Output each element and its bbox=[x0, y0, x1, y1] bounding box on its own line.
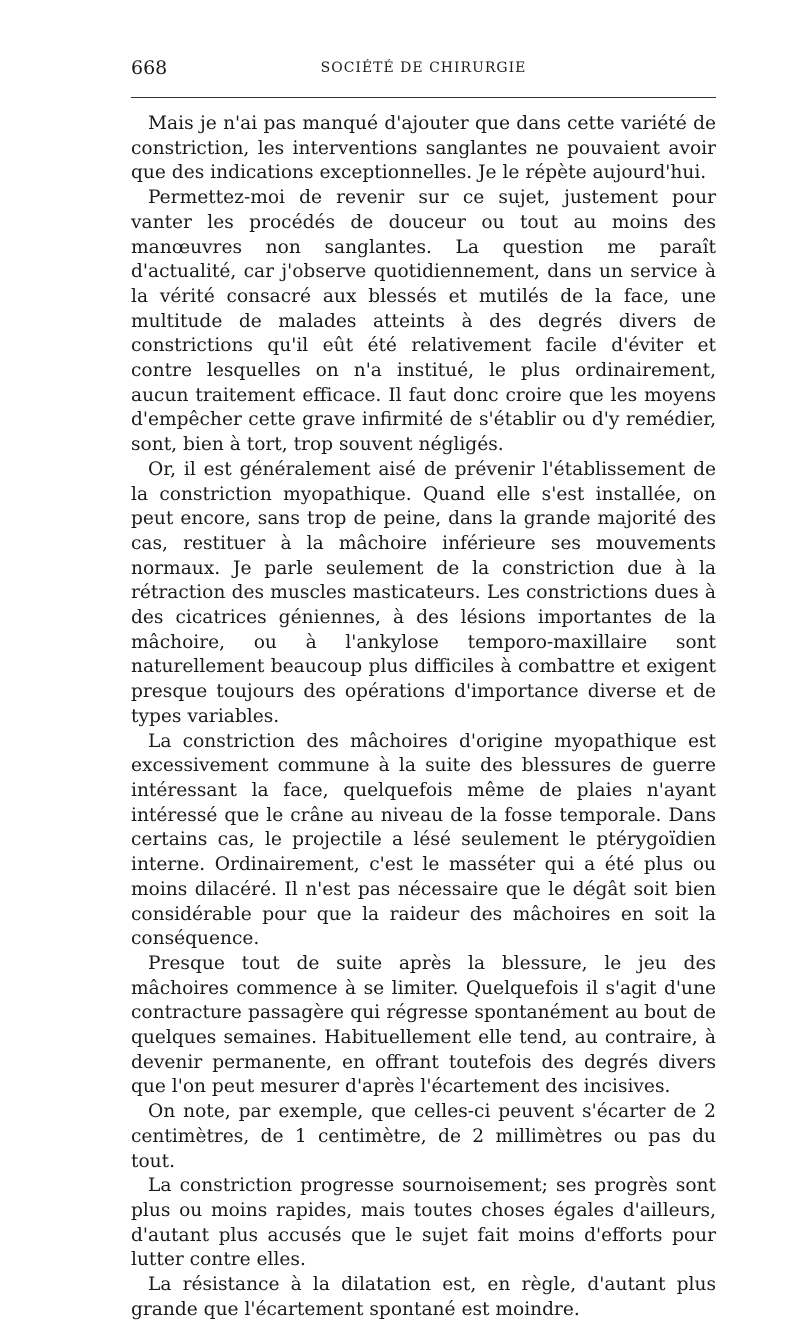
page-header bbox=[131, 57, 716, 87]
running-title: SOCIÉTÉ DE CHIRURGIE bbox=[320, 60, 527, 76]
paragraph: Mais je n'ai pas manqué d'ajouter que dans cette variété de constriction, les interventions sanglantes ne pouvaient avoir que des indications exceptionnelles. Je le répète aujourd'hui. bbox=[131, 113, 716, 184]
paragraph: Presque tout de suite après la blessure, le jeu des mâchoires commence à se limiter. Quelquefois il s'agit d'une contracture passagère qui régresse spontanément au bout de quelques semaines. Habituellement elle tend, au contraire, à devenir permanente, en offrant toutefois des degrés divers que l'on peut mesurer d'après l'écartement des incisives. bbox=[131, 952, 716, 1098]
header-rule bbox=[131, 97, 716, 98]
body-text bbox=[131, 112, 716, 1322]
paragraph: La constriction progresse sournoisement; ses progrès sont plus ou moins rapides, mais toutes choses égales d'ailleurs, d'autant plus accusés que le sujet fait moins d'efforts pour lutter contre elles. bbox=[131, 1175, 716, 1271]
paragraph: La résistance à la dilatation est, en règle, d'autant plus grande que l'écartement spontané est moindre. bbox=[131, 1274, 716, 1320]
page-number: 668 bbox=[131, 57, 168, 79]
paragraph: Or, il est généralement aisé de prévenir l'établissement de la constriction myopathique. Quand elle s'est installée, on peut encore, sans trop de peine, dans la grande majorité des cas, restituer à la mâchoire inférieure ses mouvements normaux. Je parle seulement de la constriction due à la rétraction des muscles masticateurs. Les constrictions dues à des cicatrices géniennes, à des lésions importantes de la mâchoire, ou à l'ankylose temporo-maxillaire sont naturellement beaucoup plus difficiles à combattre et exigent presque toujours des opérations d'importance diverse et de types variables. bbox=[131, 458, 716, 727]
paragraph: On note, par exemple, que celles-ci peuvent s'écarter de 2 centimètres, de 1 centimètre, de 2 millimètres ou pas du tout. bbox=[131, 1101, 716, 1172]
paragraph: Permettez-moi de revenir sur ce sujet, justement pour vanter les procédés de douceur ou tout au moins des manœuvres non sanglantes. La question me paraît d'actualité, car j'observe quotidiennement, dans un service à la vérité consacré aux blessés et mutilés de la face, une multitude de malades atteints à des degrés divers de constrictions qu'il eût été relativement facile d'éviter et contre lesquelles on n'a institué, le plus ordinairement, aucun traitement efficace. Il faut donc croire que les moyens d'empêcher cette grave infirmité de s'établir ou d'y remédier, sont, bien à tort, trop souvent négligés. bbox=[131, 187, 716, 456]
paragraph: La constriction des mâchoires d'origine myopathique est excessivement commune à la suite des blessures de guerre intéressant la face, quelquefois même de plaies n'ayant intéressé que le crâne au niveau de la fosse temporale. Dans certains cas, le projectile a lésé seulement le ptérygoïdien interne. Ordinairement, c'est le masséter qui a été plus ou moins dilacéré. Il n'est pas nécessaire que le dégât soit bien considérable pour que la raideur des mâchoires en soit la conséquence. bbox=[131, 730, 716, 950]
